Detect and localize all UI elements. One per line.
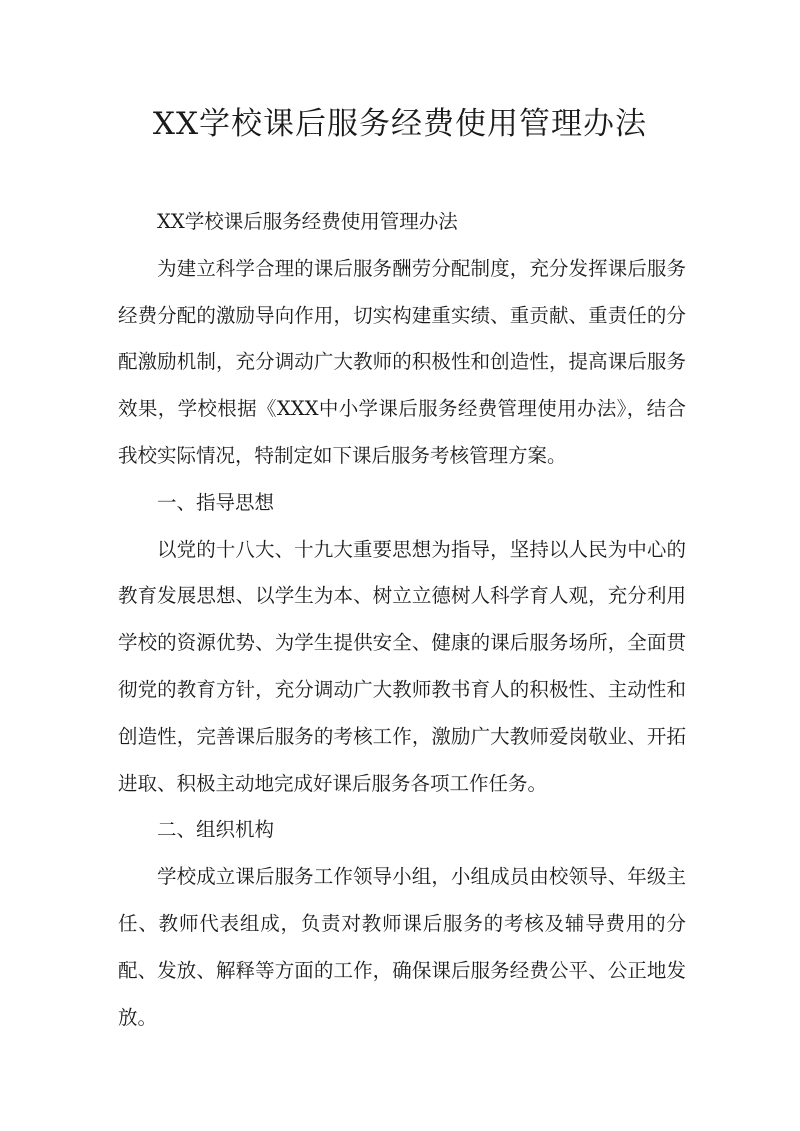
guiding-ideology-paragraph: 以党的十八大、十九大重要思想为指导，坚持以人民为中心的教育发展思想、以学生为本、树立立德树人科学育人观，充分利用学校的资源优势、为学生提供安全、健康的课后服务场所，全面贯彻党的教育方针，充分调动广大教师教书育人的积极性、主动性和创造性，完善课后服务的考核工作，激励广大教师爱岗敬业、开拓进取、积极主动地完成好课后服务各项工作任务。 — [118, 537, 686, 795]
section-heading-guiding-ideology: 一、指导思想 — [157, 490, 275, 514]
section-heading-organization: 二、组织机构 — [157, 818, 275, 842]
organization-paragraph: 学校成立课后服务工作领导小组，小组成员由校领导、年级主任、教师代表组成，负责对教师课后服务的考核及辅导费用的分配、发放、解释等方面的工作，确保课后服务经费公平、公正地发放。 — [118, 865, 686, 1029]
intro-paragraph: 为建立科学合理的课后服务酬劳分配制度，充分发挥课后服务经费分配的激励导向作用，切实构建重实绩、重贡献、重责任的分配激励机制，充分调动广大教师的积极性和创造性，提高课后服务效果，学校根据《XXX中小学课后服务经费管理使用办法》，结合我校实际情况，特制定如下课后服务考核管理方案。 — [118, 256, 686, 467]
document-body — [118, 199, 686, 1041]
document-title: XX学校课后服务经费使用管理办法 — [152, 106, 648, 142]
subtitle-paragraph: XX学校课后服务经费使用管理办法 — [157, 210, 458, 233]
